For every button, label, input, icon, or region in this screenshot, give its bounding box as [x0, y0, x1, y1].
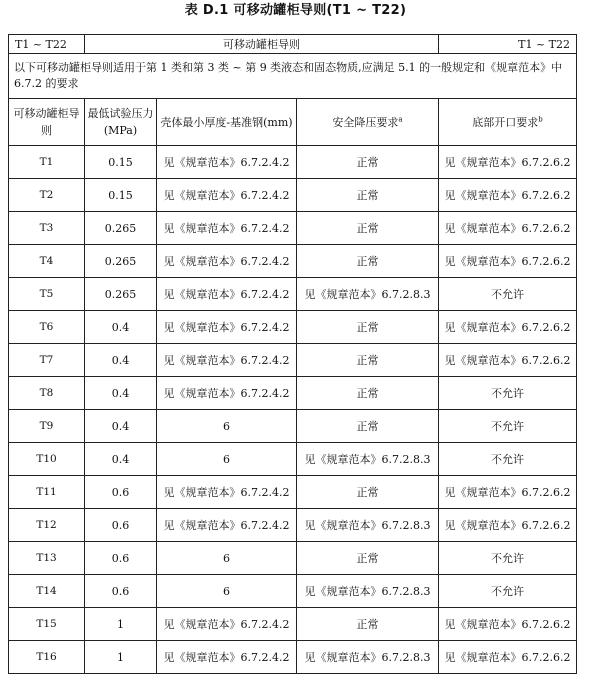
test-pressure-cell: 0.15 [85, 146, 157, 179]
bottom-opening-cell: 不允许 [439, 443, 577, 476]
table-row [9, 245, 577, 278]
test-pressure-cell: 0.15 [85, 179, 157, 212]
table-row [9, 377, 577, 410]
table-title: 表 D.1 可移动罐柜导则(T1 ~ T22) [184, 3, 407, 18]
test-pressure-cell: 1 [85, 641, 157, 674]
test-pressure-cell: 0.6 [85, 542, 157, 575]
test-pressure-cell: 0.6 [85, 575, 157, 608]
shell-thickness-cell: 见《规章范本》6.7.2.4.2 [157, 179, 297, 212]
tank-code-cell: T16 [9, 641, 85, 674]
shell-thickness-cell: 6 [157, 443, 297, 476]
table-row [9, 608, 577, 641]
table-row [9, 509, 577, 542]
tank-code-cell: T9 [9, 410, 85, 443]
column-header [157, 99, 297, 146]
shell-thickness-cell: 见《规章范本》6.7.2.4.2 [157, 245, 297, 278]
test-pressure-cell: 0.265 [85, 278, 157, 311]
test-pressure-cell: 0.4 [85, 344, 157, 377]
tank-code-cell: T8 [9, 377, 85, 410]
bottom-opening-cell: 见《规章范本》6.7.2.6.2 [439, 509, 577, 542]
shell-thickness-cell: 见《规章范本》6.7.2.4.2 [157, 377, 297, 410]
bottom-opening-cell: 见《规章范本》6.7.2.6.2 [439, 179, 577, 212]
shell-thickness-cell: 见《规章范本》6.7.2.4.2 [157, 641, 297, 674]
pressure-relief-cell: 见《规章范本》6.7.2.8.3 [297, 641, 439, 674]
intro-row [9, 54, 577, 99]
pressure-relief-cell: 正常 [297, 311, 439, 344]
tank-code-cell: T11 [9, 476, 85, 509]
bottom-opening-cell: 见《规章范本》6.7.2.6.2 [439, 641, 577, 674]
tank-code-cell: T14 [9, 575, 85, 608]
test-pressure-cell: 0.4 [85, 410, 157, 443]
footnote-marker: a [398, 114, 403, 123]
test-pressure-cell: 0.6 [85, 509, 157, 542]
bottom-opening-cell: 见《规章范本》6.7.2.6.2 [439, 344, 577, 377]
table-row [9, 542, 577, 575]
bottom-opening-cell: 不允许 [439, 575, 577, 608]
table-row [9, 311, 577, 344]
table-row [9, 641, 577, 674]
column-header [297, 99, 439, 146]
bottom-opening-cell: 见《规章范本》6.7.2.6.2 [439, 245, 577, 278]
test-pressure-cell: 0.265 [85, 245, 157, 278]
pressure-relief-cell: 见《规章范本》6.7.2.8.3 [297, 443, 439, 476]
shell-thickness-cell: 见《规章范本》6.7.2.4.2 [157, 146, 297, 179]
pressure-relief-cell: 正常 [297, 179, 439, 212]
bottom-opening-cell: 不允许 [439, 410, 577, 443]
column-header-label: 最低试验压力(MPa) [87, 107, 154, 137]
header-center: 可移动罐柜导则 [85, 35, 439, 54]
bottom-opening-cell: 不允许 [439, 278, 577, 311]
test-pressure-cell: 0.4 [85, 311, 157, 344]
table-row [9, 575, 577, 608]
table-row [9, 278, 577, 311]
tank-code-cell: T5 [9, 278, 85, 311]
pressure-relief-cell: 见《规章范本》6.7.2.8.3 [297, 575, 439, 608]
bottom-opening-cell: 见《规章范本》6.7.2.6.2 [439, 212, 577, 245]
header-left: T1 ~ T22 [9, 35, 85, 54]
tank-code-cell: T1 [9, 146, 85, 179]
tank-code-cell: T7 [9, 344, 85, 377]
test-pressure-cell: 0.4 [85, 377, 157, 410]
column-header-label: 可移动罐柜导则 [13, 107, 80, 137]
shell-thickness-cell: 见《规章范本》6.7.2.4.2 [157, 344, 297, 377]
pressure-relief-cell: 正常 [297, 245, 439, 278]
column-header-label: 安全降压要求 [332, 115, 399, 129]
shell-thickness-cell: 见《规章范本》6.7.2.4.2 [157, 311, 297, 344]
test-pressure-cell: 1 [85, 608, 157, 641]
shell-thickness-cell: 见《规章范本》6.7.2.4.2 [157, 212, 297, 245]
bottom-opening-cell: 见《规章范本》6.7.2.6.2 [439, 146, 577, 179]
pressure-relief-cell: 正常 [297, 542, 439, 575]
bottom-opening-cell: 见《规章范本》6.7.2.6.2 [439, 311, 577, 344]
bottom-opening-cell: 不允许 [439, 542, 577, 575]
column-header-row [9, 99, 577, 146]
pressure-relief-cell: 正常 [297, 344, 439, 377]
shell-thickness-cell: 见《规章范本》6.7.2.4.2 [157, 509, 297, 542]
column-header [439, 99, 577, 146]
tank-code-cell: T3 [9, 212, 85, 245]
table-row [9, 179, 577, 212]
table-row [9, 476, 577, 509]
column-header-label: 壳体最小厚度-基准钢(mm) [160, 115, 293, 129]
tank-code-cell: T13 [9, 542, 85, 575]
tank-code-cell: T10 [9, 443, 85, 476]
bottom-opening-cell: 不允许 [439, 377, 577, 410]
table-row [9, 410, 577, 443]
column-header [85, 99, 157, 146]
bottom-opening-cell: 见《规章范本》6.7.2.6.2 [439, 608, 577, 641]
table-row [9, 344, 577, 377]
header-right: T1 ~ T22 [439, 35, 577, 54]
pressure-relief-cell: 见《规章范本》6.7.2.8.3 [297, 509, 439, 542]
bottom-opening-cell: 见《规章范本》6.7.2.6.2 [439, 476, 577, 509]
shell-thickness-cell: 见《规章范本》6.7.2.4.2 [157, 608, 297, 641]
table-row [9, 443, 577, 476]
shell-thickness-cell: 见《规章范本》6.7.2.4.2 [157, 476, 297, 509]
tank-code-cell: T6 [9, 311, 85, 344]
column-header-label: 底部开口要求 [472, 115, 539, 129]
table-row [9, 146, 577, 179]
pressure-relief-cell: 正常 [297, 212, 439, 245]
shell-thickness-cell: 6 [157, 575, 297, 608]
table-header-row [9, 35, 577, 54]
shell-thickness-cell: 见《规章范本》6.7.2.4.2 [157, 278, 297, 311]
shell-thickness-cell: 6 [157, 410, 297, 443]
pressure-relief-cell: 正常 [297, 377, 439, 410]
shell-thickness-cell: 6 [157, 542, 297, 575]
intro-text: 以下可移动罐柜导则适用于第 1 类和第 3 类 ~ 第 9 类液态和固态物质,应满足 5.1 的一般规定和《规章范本》中 6.7.2 的要求 [9, 54, 577, 99]
portable-tank-table [8, 34, 577, 674]
pressure-relief-cell: 正常 [297, 146, 439, 179]
pressure-relief-cell: 正常 [297, 476, 439, 509]
pressure-relief-cell: 正常 [297, 410, 439, 443]
table-row [9, 212, 577, 245]
tank-code-cell: T4 [9, 245, 85, 278]
test-pressure-cell: 0.265 [85, 212, 157, 245]
tank-code-cell: T2 [9, 179, 85, 212]
tank-code-cell: T12 [9, 509, 85, 542]
tank-code-cell: T15 [9, 608, 85, 641]
column-header [9, 99, 85, 146]
pressure-relief-cell: 正常 [297, 608, 439, 641]
test-pressure-cell: 0.4 [85, 443, 157, 476]
footnote-marker: b [538, 114, 543, 123]
test-pressure-cell: 0.6 [85, 476, 157, 509]
pressure-relief-cell: 见《规章范本》6.7.2.8.3 [297, 278, 439, 311]
